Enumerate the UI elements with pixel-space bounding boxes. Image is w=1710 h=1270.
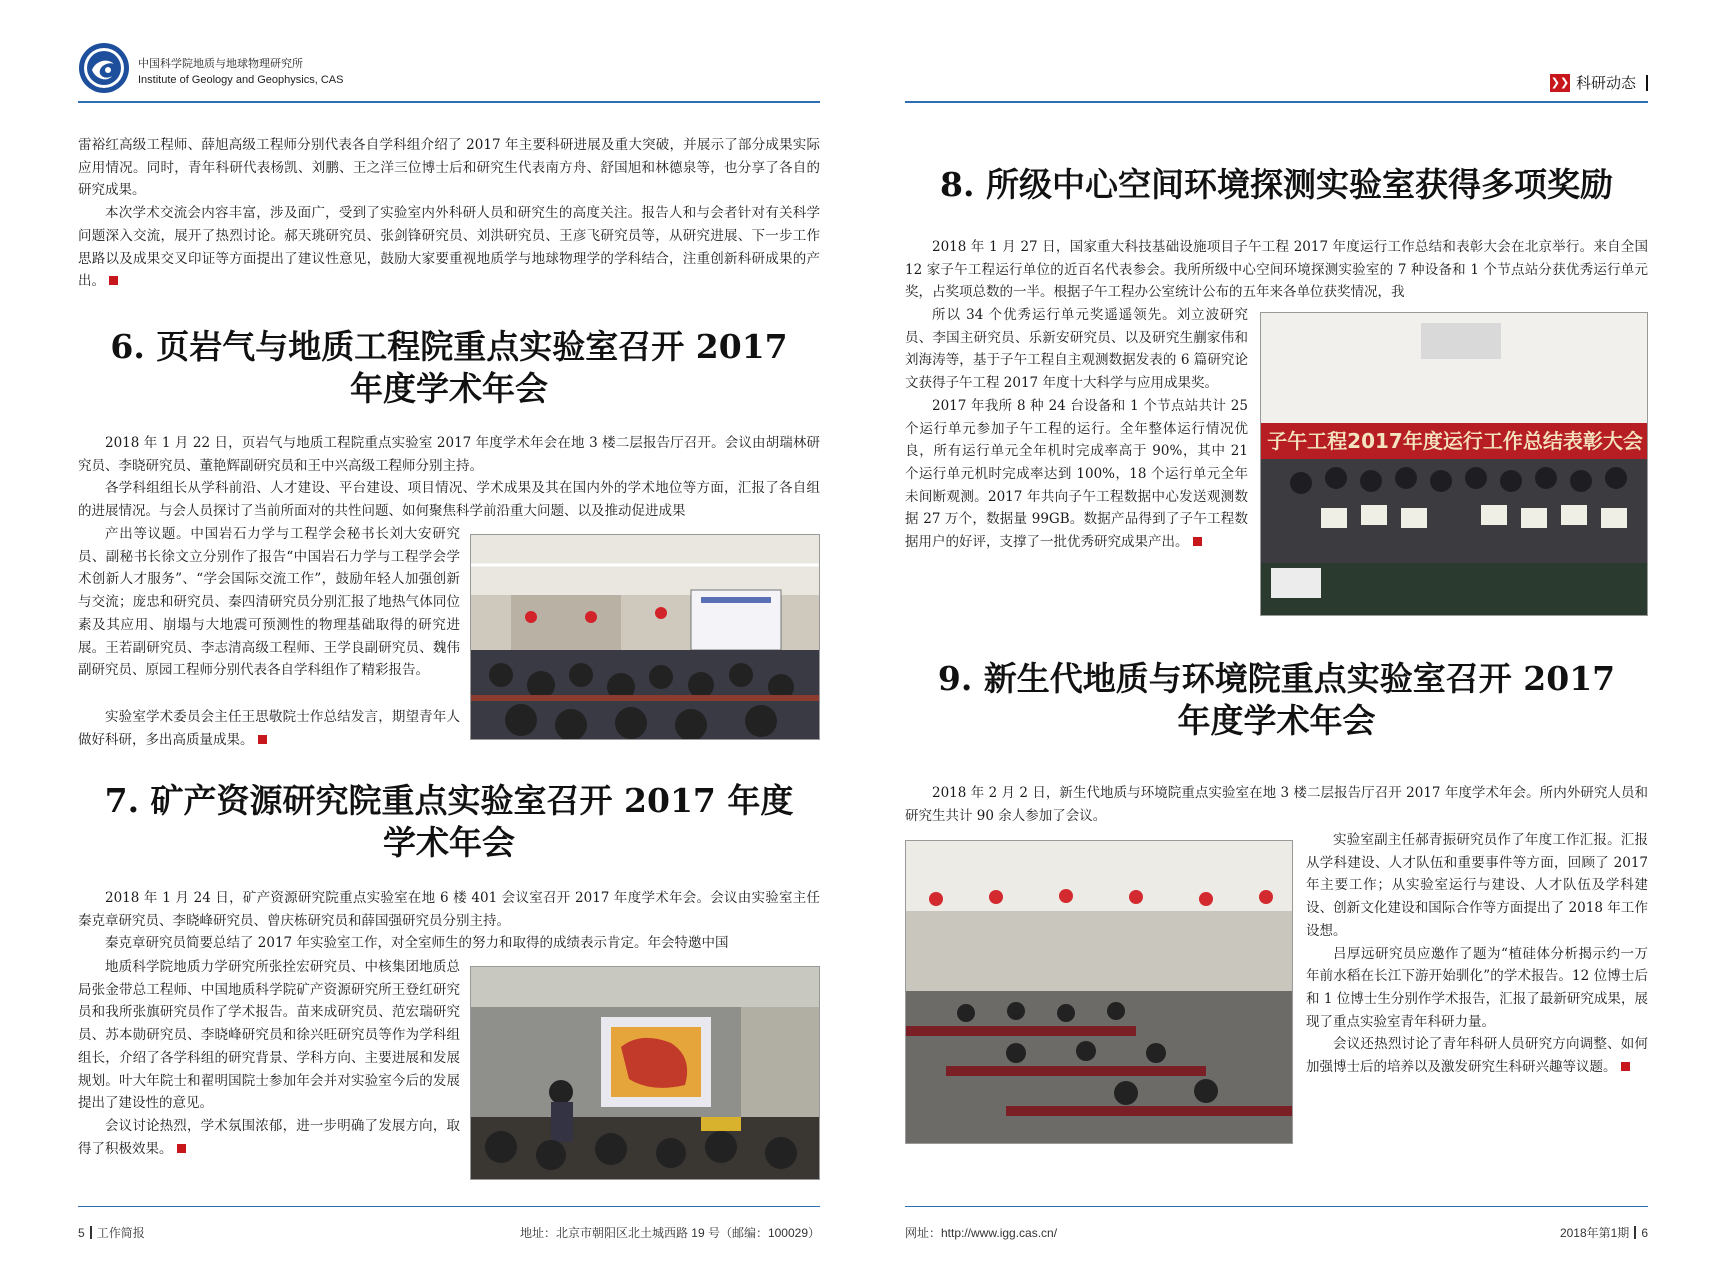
end-mark-icon [258, 735, 267, 744]
footer-rule [78, 1206, 820, 1207]
double-chevron-icon: ❯❯ [1550, 74, 1570, 92]
conference-hall-photo-icon [906, 841, 1293, 1144]
award-ceremony-photo-icon [1261, 313, 1648, 616]
right-footer-issue [1560, 1224, 1648, 1241]
intro-paragraph-1: 雷裕红高级工程师、薛旭高级工程师分别代表各自学科组介绍了 2017 年主要科研进展及重大突破，并展示了部分成果实际应用情况。同时，青年科研代表杨凯、刘鹏、王之洋三位博士后和研究生代表南方舟、舒国旭和林德泉等，也分享了各自的研究成果。 [78, 137, 820, 199]
section-8-photo [1260, 312, 1648, 616]
page-number: 6 [1641, 1226, 1648, 1240]
section-7-photo [470, 966, 820, 1180]
section-6-paragraph-3-text: 实验室学术委员会主任王思敬院士作总结发言，期望青年人做好科研，多出高质量成果。 [78, 709, 460, 748]
section-9-title-line-2: 年度学术年会 [1177, 701, 1376, 740]
footer-divider [1634, 1226, 1636, 1239]
section-6-title-line-2: 年度学术年会 [350, 369, 548, 408]
section-9-title-line-1: 9. 新生代地质与环境院重点实验室召开 2017 [937, 659, 1616, 698]
section-8-paragraph-1b: 所以 34 个优秀运行单元奖遥遥领先。刘立波研究员、李国主研究员、乐新安研究员、以及研究生蒯家伟和刘海涛等，基于子午工程自主观测数据发表的 6 篇研究论文获得子午工程 2017 年度十大科学与应用成果奖。 [905, 307, 1248, 392]
section-6-title [78, 326, 820, 410]
section-8-title: 8. 所级中心空间环境探测实验室获得多项奖励 [940, 165, 1613, 204]
section-7-paragraph-2b: 地质科学院地质力学研究所张拴宏研究员、中核集团地质总局张金带总工程师、中国地质科学院矿产资源研究所王登红研究员和我所张旗研究员作了学术报告。苗来成研究员、范宏瑞研究员、苏本勋研究员、李晓峰研究员和徐兴旺研究员等作为学科组组长，介绍了各学科组的研究背景、学科方向、主要进展和发展规划。叶大年院士和翟明国院士参加年会并对实验室今后的发展提出了建设性的意见。 [78, 959, 460, 1112]
org-name-en: Institute of Geology and Geophysics, CAS [138, 74, 344, 86]
end-mark-icon [1193, 537, 1202, 546]
section-6-text-top [78, 432, 820, 523]
section-9-paragraph-2: 实验室副主任郝青振研究员作了年度工作汇报。汇报从学科建设、人才队伍和重要事件等方面，回顾了 2017 年主要工作；从实验室运行与建设、人才队伍及学科建设、创新文化建设和国际合作等方面提出了 2018 年工作设想。 [1306, 832, 1648, 939]
award-banner-text: 子午工程2017年度运行工作总结表彰大会 [1267, 429, 1643, 453]
section-8-paragraph-1a: 2018 年 1 月 27 日，国家重大科技基础设施项目子午工程 2017 年度运行工作总结和表彰大会在北京举行。来自全国 12 家子午工程运行单位的近百名代表参会。我所所级中心空间环境探测实验室的 7 种设备和 1 个节点站分获优秀运行单元奖，占奖项总数的一半。根据子午工程办公室统计公布的五年来各单位获奖情况，我 [905, 239, 1648, 301]
org-name-cn: 中国科学院地质与地球物理研究所 [138, 58, 303, 70]
section-9-paragraph-3: 吕厚远研究员应邀作了题为“植硅体分析揭示约一万年前水稻在长江下游开始驯化”的学术报告。12 位博士后和 1 位博士生分别作学术报告，汇报了最新研究成果，展现了重点实验室青年科研力量。 [1306, 945, 1648, 1030]
section-6-paragraph-2b: 产出等议题。中国岩石力学与工程学会秘书长刘大安研究员、副秘书长徐文立分别作了报告“中国岩石力学与工程学会学术创新人才服务”、“学会国际交流工作”，鼓励年轻人加强创新与交流；庞忠和研究员、秦四清研究员分别汇报了地热气体同位素及其应用、崩塌与大地震可预测性的物理基础取得的研究进展。王若副研究员、李志清高级工程师、王学良副研究员、魏伟副研究员、原园工程师分别代表各自学科组作了精彩报告。 [78, 526, 460, 679]
section-7-title-line-2: 学术年会 [383, 823, 515, 862]
page-number: 5 [78, 1226, 85, 1240]
section-9-paragraph-4 [1306, 1033, 1648, 1078]
intro-paragraph-2 [78, 202, 820, 293]
section-9-photo [905, 840, 1293, 1144]
section-7-paragraph-3-text: 会议讨论热烈，学术氛围浓郁，进一步明确了发展方向，取得了积极效果。 [78, 1117, 460, 1157]
section-7-text-side [78, 956, 460, 1160]
section-7-paragraph-1: 2018 年 1 月 24 日，矿产资源研究院重点实验室在地 6 楼 401 会议室召开 2017 年度学术年会。会议由实验室主任秦克章研究员、李晓峰研究员、曾庆栋研究员和薛国强研究员分别主持。 [78, 890, 820, 929]
right-page [855, 0, 1710, 1270]
section-9-title [905, 658, 1648, 742]
section-6-text-end [78, 706, 460, 751]
section-label-bar [1646, 75, 1648, 91]
section-label-text: 科研动态 [1575, 74, 1636, 92]
section-6-paragraph-2a: 各学科组组长从学科前沿、人才建设、平台建设、项目情况、学术成果及其在国内外的学术地位等方面，汇报了各自组的进展情况。与会人员探讨了当前所面对的共性问题、如何聚焦科学前沿重大问题、以及推动促进成果 [78, 480, 820, 520]
end-mark-icon [109, 276, 118, 285]
section-7-text-top [78, 887, 820, 955]
intro-text [78, 134, 820, 293]
footer-rule-right [905, 1206, 1648, 1207]
section-8-paragraph-2 [905, 395, 1248, 554]
header-rule [78, 101, 820, 103]
section-8-text-side [905, 304, 1248, 554]
intro-paragraph-2-text: 本次学术交流会内容丰富，涉及面广，受到了实验室内外科研人员和研究生的高度关注。报告人和与会者针对有关科学问题深入交流，展开了热烈讨论。郝天珧研究员、张剑锋研究员、刘洪研究员、王彦飞研究员等，从研究进展、下一步工作思路以及成果交叉印证等方面提出了建议性意见，鼓励大家要重视地质学与地球物理学的学科结合，注重创新科研成果的产出。 [78, 205, 820, 290]
section-6-paragraph-3 [78, 706, 460, 751]
left-footer-page [78, 1224, 145, 1241]
org-name [138, 56, 343, 88]
section-6-photo [470, 534, 820, 740]
section-8-text-top [905, 236, 1648, 304]
institute-logo-icon [78, 42, 130, 94]
section-6-text-side [78, 523, 460, 682]
section-6-title-line-1: 6. 页岩气与地质工程院重点实验室召开 2017 [110, 327, 788, 366]
lecture-hall-photo-icon [471, 535, 820, 740]
section-9-paragraph-4-text: 会议还热烈讨论了青年科研人员研究方向调整、如何加强博士后的培养以及激发研究生科研兴趣等议题。 [1306, 1036, 1648, 1076]
section-7-title-line-1: 7. 矿产资源研究院重点实验室召开 2017 年度 [104, 781, 794, 820]
section-7-title [78, 780, 820, 864]
section-9-text-top [905, 782, 1648, 827]
publication-name: 工作简报 [96, 1226, 145, 1240]
section-8-paragraph-2-text: 2017 年我所 8 种 24 台设备和 1 个节点站共计 25 个运行单元参加子午工程的运行。全年整体运行情况优良，所有运行单元全年机时完成率高于 90%，其中 21 个运行单元机时完成率达到 100%，18 个运行单元全年未间断观测。2017 年共向子午工程数据中心发送观测数据 27 万个，数据量 99GB。数据产品得到了子午工程数据用户的好评，支撑了一批优秀研究成果产出。 [905, 397, 1248, 551]
section-9-paragraph-1: 2018 年 2 月 2 日，新生代地质与环境院重点实验室在地 3 楼二层报告厅召开 2017 年度学术年会。所内外研究人员和研究生共计 90 余人参加了会议。 [905, 785, 1648, 824]
section-9-text-side [1306, 829, 1648, 1079]
right-footer-website: 网址：http://www.igg.cas.cn/ [905, 1226, 1058, 1240]
end-mark-icon [177, 1144, 186, 1153]
issue-label: 2018年第1期 [1559, 1226, 1630, 1240]
meeting-room-photo-icon [471, 967, 820, 1180]
end-mark-icon [1621, 1062, 1630, 1071]
left-footer-address: 地址：北京市朝阳区北土城西路 19 号（邮编：100029） [519, 1226, 820, 1240]
section-7-paragraph-3 [78, 1115, 460, 1160]
section-7-paragraph-2a: 秦克章研究员简要总结了 2017 年实验室工作，对全室师生的努力和取得的成绩表示肯定。年会特邀中国 [105, 935, 729, 952]
header-rule-right [905, 101, 1648, 103]
section-6-paragraph-1: 2018 年 1 月 22 日，页岩气与地质工程院重点实验室 2017 年度学术年会在地 3 楼二层报告厅召开。会议由胡瑞林研究员、李晓研究员、董艳辉副研究员和王中兴高级工程师分别主持。 [78, 435, 820, 474]
section-label [1550, 72, 1648, 93]
footer-divider [90, 1226, 92, 1239]
